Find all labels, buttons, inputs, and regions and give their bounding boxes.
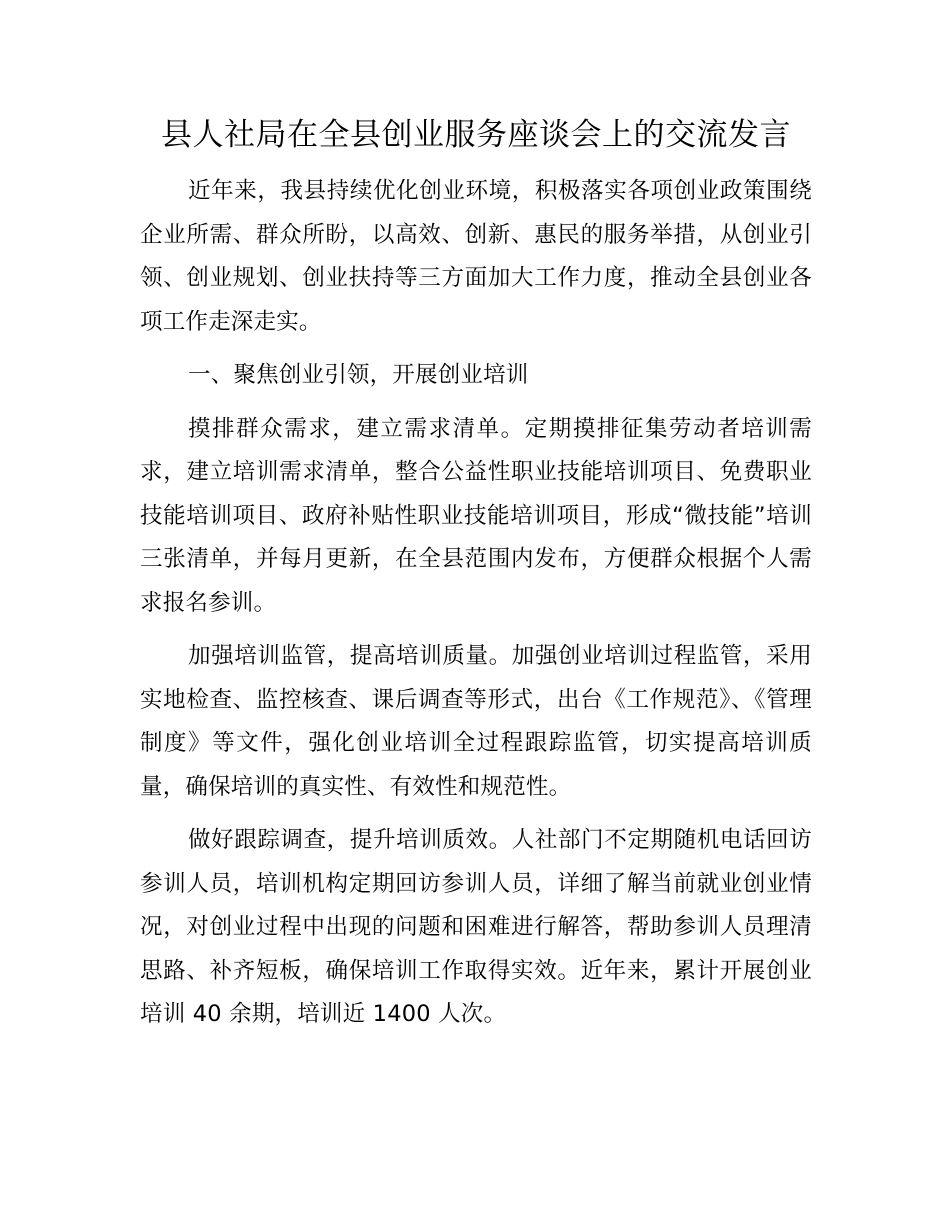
paragraph-intro: 近年来，我县持续优化创业环境，积极落实各项创业政策围绕企业所需、群众所盼，以高效、创新、惠民的服务举措，从创业引领、创业规划、创业扶持等三方面加大工作力度，推动全县创业各项工作走深走实。 [140,178,812,335]
document-title: 县人社局在全县创业服务座谈会上的交流发言 [161,117,791,153]
paragraph-needs-survey: 摸排群众需求，建立需求清单。定期摸排征集劳动者培训需求，建立培训需求清单，整合公益性职业技能培训项目、免费职业技能培训项目、政府补贴性职业技能培训项目，形成“微技能”培训三张清单，并每月更新，在全县范围内发布，方便群众根据个人需求报名参训。 [140,415,812,616]
document-body [140,170,812,1047]
section-heading-1: 一、聚焦创业引领，开展创业培训 [188,362,529,388]
paragraph-training-supervision: 加强培训监管，提高培训质量。加强创业培训过程监管，采用实地检查、监控核查、课后调查等形式，出台《工作规范》、《管理制度》等文件，强化创业培训全过程跟踪监管，切实提高培训质量，确保培训的真实性、有效性和规范性。 [140,643,812,800]
paragraph-follow-up: 做好跟踪调查，提升培训质效。人社部门不定期随机电话回访参训人员，培训机构定期回访参训人员，详细了解当前就业创业情况，对创业过程中出现的问题和困难进行解答，帮助参训人员理清思路、补齐短板，确保培训工作取得实效。近年来，累计开展创业培训 40 余期，培训近 1400 人次。 [140,827,812,1027]
